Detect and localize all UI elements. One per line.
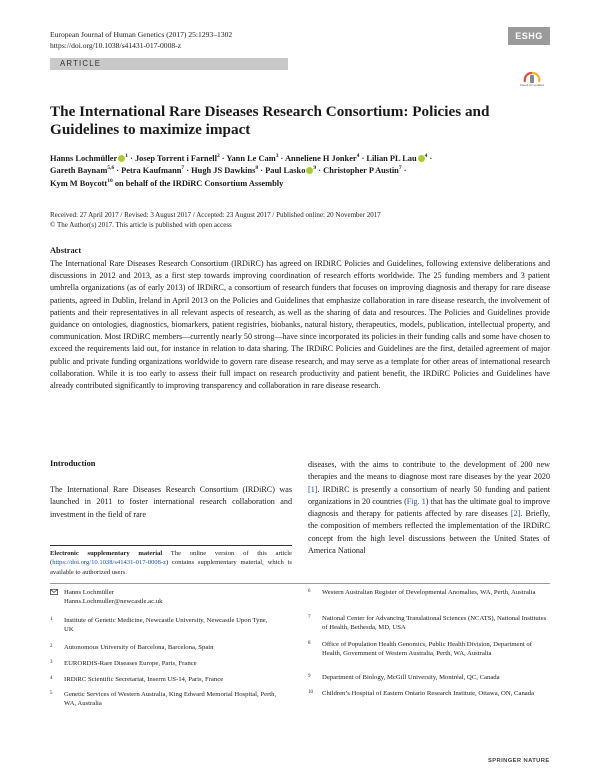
author-affiliation-sup: 3 (275, 153, 279, 160)
check-for-updates-icon[interactable] (520, 70, 544, 92)
affiliation-number: 2 (50, 644, 53, 649)
author-affiliation-sup: 9 (313, 165, 317, 172)
affiliation-number: 10 (308, 690, 313, 695)
orcid-icon[interactable] (418, 155, 425, 162)
abstract-text: The International Rare Diseases Research Consortium (IRDiRC) has agreed on IRDiRC Policies and Guidelines, following extensive deliberations and discussions in 2012 and 2013, as a first step towards improving coordination of research efforts worldwide. The 25 funding members and 3 patient umbrella organizations (as of early 2013) of IRDiRC, a consortium of research funders that focuses on improving diagnosis and therapy for rare disease patients, agreed in Dublin, Ireland in April 2013 on the Policies and Guidelines that emphasize collaboration in rare disease research, the involvement of patients and their representatives in all relevant aspects of research, as well as the sharing of data and resources. The Policies and Guidelines provide guidance on ontologies, diagnostics, biomarkers, patient registries, biobanks, natural history, therapeutics, models, publication, intellectual property, and communication. Most IRDiRC members—currently nearly 50 strong—have since incorporated its policies in their funding calls and some have chosen to exceed the requirements laid out, for instance in relation to data sharing. The IRDiRC Policies and Guidelines are the first, detailed agreement of major public and private funding organizations worldwide to govern rare disease research, and may serve as a template for other areas of international research collaboration. While it is too early to assess their full impact on research productivity and patient benefit, the IRDiRC Policies and Guidelines have already contributed significantly to improving transparency and collaboration in rare disease research. (50, 259, 550, 391)
doi-link[interactable]: https://doi.org/10.1038/s41431-017-0008-z (50, 41, 182, 50)
affiliation-number: 7 (308, 615, 311, 620)
affiliation-number: 5 (50, 691, 53, 696)
affiliation-text: EURORDIS-Rare Diseases Europe, Paris, France (64, 660, 197, 667)
affiliation-number: 9 (308, 674, 311, 679)
affiliation-text: National Center for Advancing Translational Sciences (NCATS), National Institutes of Health, Bethesda, MD, USA (322, 615, 547, 632)
intro-text-segment: . IRDiRC is presently a consortium of nearly 50 funding and patient organizations in 20 countries ( (308, 484, 550, 506)
author-affiliation-sup: 8 (255, 165, 259, 172)
publisher-logo: SPRINGER NATURE (488, 758, 550, 764)
author-affiliation-sup: 4 (356, 153, 360, 160)
affiliation-text: Department of Biology, McGill University, Montréal, QC, Canada (322, 674, 500, 681)
reference-link-2[interactable]: [2] (510, 509, 521, 519)
consortium-suffix: on behalf of the IRDiRC Consortium Assembly (114, 178, 284, 188)
supplementary-link[interactable]: https://doi.org/10.1038/s41431-017-0008-z (52, 559, 167, 567)
supplementary-text: ) contains supplementary material, which is available to authorized users. (50, 559, 292, 576)
figure-link[interactable]: Fig. 1 (406, 496, 426, 506)
mail-icon (50, 589, 58, 595)
section-label: ARTICLE (60, 59, 102, 68)
author-name[interactable]: Josep Torrent i Farnell (134, 154, 217, 163)
author-name[interactable]: Christopher P Austin (323, 166, 399, 176)
reference-link-1[interactable]: [1] (308, 484, 318, 494)
intro-text-segment: ) that has the ultimate goal to improve diagnosis and therapy for patients affected by rare diseases (308, 496, 550, 519)
affiliation-text: IRDiRC Scientific Secretariat, Inserm US-14, Paris, France (64, 676, 224, 683)
journal-citation: European Journal of Human Genetics (2017) 25:1293–1302 (50, 30, 233, 39)
affiliation-number: 1 (50, 617, 53, 622)
supplementary-label: Electronic supplementary material (50, 550, 163, 557)
author-affiliation-sup: 4 (424, 153, 428, 160)
affiliation-text: Office of Population Health Genomics, Public Health Division, Department of Health, Government of Western Australia, Perth, WA, Australia (322, 641, 532, 658)
affiliation-text: Institute of Genetic Medicine, Newcastle University, Newcastle Upon Tyne, UK (64, 617, 268, 634)
author-affiliation-sup: 7 (181, 165, 185, 172)
abstract-heading: Abstract (50, 246, 82, 255)
affiliation-number: 3 (50, 660, 53, 665)
correspondence-name: Hanns Lochmüller (64, 589, 114, 596)
intro-text-segment: . Briefly, the composition of members reflected the implementation of the IRDiRC concept from the high level discussions between the United States of America National (308, 509, 550, 556)
affiliation-number: 4 (50, 676, 53, 681)
author-affiliation-sup: 2 (216, 153, 220, 160)
introduction-heading: Introduction (50, 459, 96, 468)
article-title: The International Rare Diseases Research Consortium: Policies and Guidelines to maximize impact (50, 103, 490, 138)
correspondence-email[interactable]: Hanns.Lochmuller@newcastle.ac.uk (64, 598, 163, 606)
author-name[interactable]: Lilian PL Lau (366, 154, 417, 163)
affiliations-divider (50, 583, 550, 584)
author-affiliation-sup: 10 (107, 178, 113, 185)
supplementary-divider (50, 545, 292, 546)
introduction-left-column: The International Rare Diseases Research Consortium (IRDiRC) was launched in 2011 to foster international research collaboration and investment in the field of rare (50, 485, 292, 519)
author-name[interactable]: Kym M Boycott (50, 178, 108, 188)
affiliation-text: Children’s Hospital of Eastern Ontario Research Institute, Ottawa, ON, Canada (322, 690, 535, 697)
author-name[interactable]: Yann Le Cam (226, 154, 276, 163)
supplementary-note (50, 549, 292, 577)
affiliation-number: 6 (308, 589, 311, 594)
affiliation-text: Western Australian Register of Developmental Anomalies, WA, Perth, Australia (322, 589, 536, 596)
affiliation-text: Genetic Services of Western Australia, King Edward Memorial Hospital, Perth, WA, Australia (64, 691, 277, 708)
introduction-right-column (308, 459, 550, 557)
check-for-updates-label[interactable]: Check for updates (519, 83, 545, 87)
publication-dates: Received: 27 April 2017 / Revised: 3 August 2017 / Accepted: 23 August 2017 / Published online: 20 November 2017 (50, 211, 381, 219)
author-name[interactable]: Anneliene H Jonker (284, 154, 357, 163)
author-affiliation-sup: 7 (398, 165, 402, 172)
author-name[interactable]: Hanns Lochmüller (50, 154, 118, 163)
affiliation-text: Autonomous University of Barcelona, Barcelona, Spain (64, 644, 214, 651)
affiliation-number: 8 (308, 641, 311, 646)
author-name[interactable]: Petra Kaufmann (121, 166, 182, 176)
society-logo: ESHG (508, 27, 550, 45)
author-name[interactable]: Paul Lasko (265, 166, 306, 176)
supplementary-text: The online version of this article ( (50, 550, 292, 567)
copyright-notice: © The Author(s) 2017. This article is published with open access (50, 221, 232, 229)
author-name[interactable]: Gareth Baynam (50, 166, 108, 176)
author-list: Hanns Lochmüller $^1$ · Josep Torrent i Farnell$^2$ · Yann Le Cam$^3$ · Anneliene H Jonker$^4$ · Lilian PL Lau $^4$ · Gareth Baynam$^{5,6}$ · Petra Kaufmann$^7$ · Hugh JS Dawkins$^8$ · Paul Lasko $^9$ · Christopher P Austin$^7$ · Kym M Boycott$^{10}$ on behalf of the IRDiRC Consortium Assembly (50, 153, 433, 188)
author-name[interactable]: Hugh JS Dawkins (191, 166, 256, 176)
intro-text-segment: diseases, with the aims to contribute to the development of 200 new therapies and the means to diagnose most rare diseases by the year 2020 (308, 460, 550, 482)
author-affiliation-sup: 1 (125, 153, 128, 160)
author-affiliation-sup: 5,6 (107, 165, 115, 172)
